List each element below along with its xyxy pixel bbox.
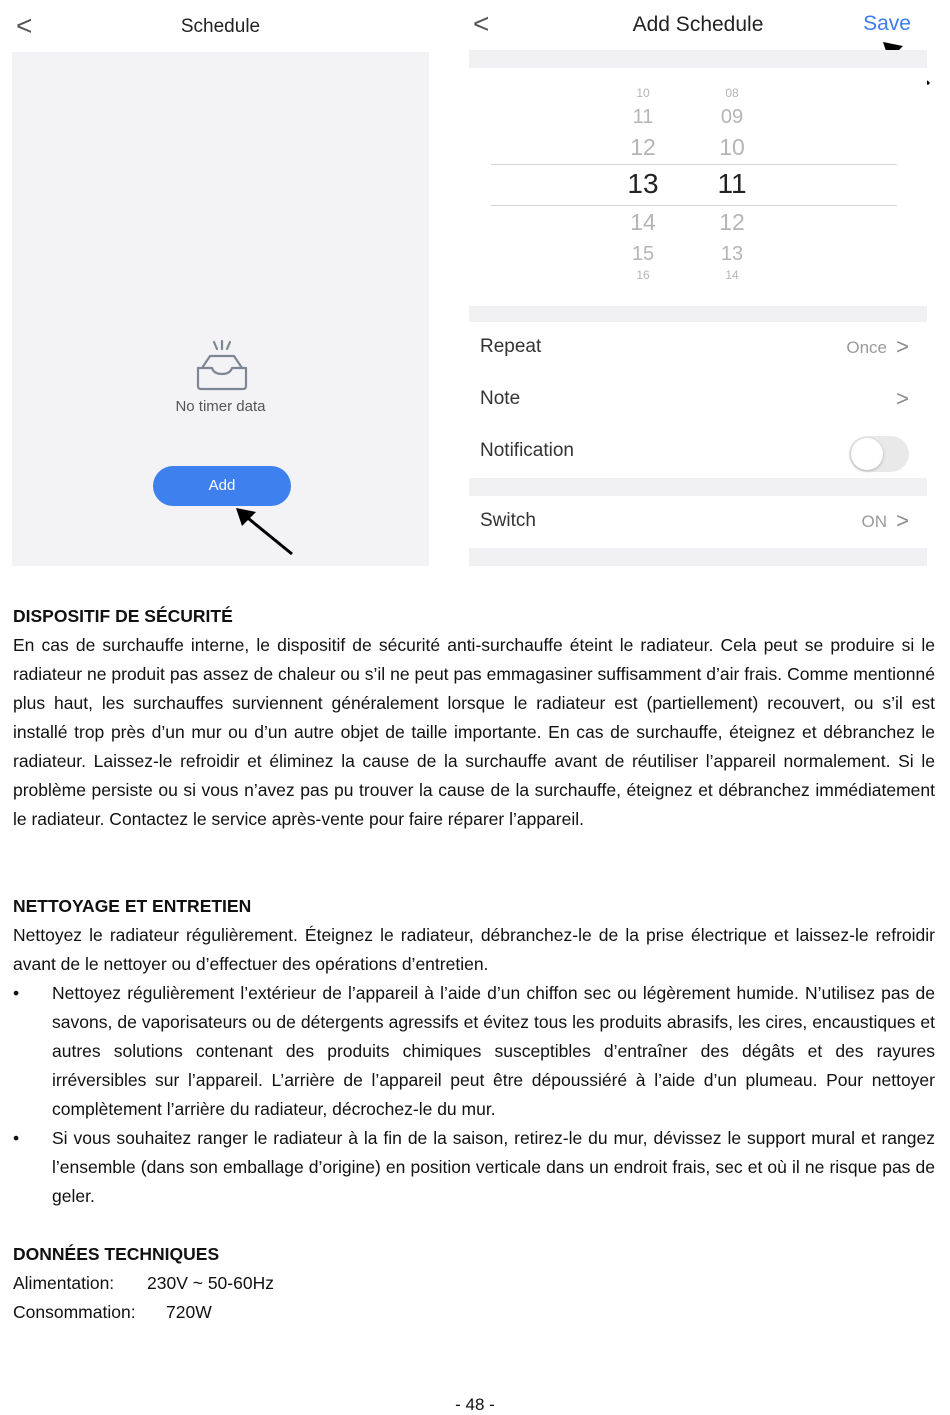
hour-option[interactable]: 14: [630, 209, 656, 235]
minute-option[interactable]: 12: [719, 209, 745, 235]
empty-state-text: No timer data: [175, 398, 266, 415]
repeat-label: Repeat: [480, 336, 542, 357]
repeat-row[interactable]: [469, 322, 927, 374]
spec-label: Alimentation:: [13, 1273, 115, 1293]
specs-heading: DONNÉES TECHNIQUES: [13, 1244, 220, 1264]
schedule-title: Schedule: [180, 16, 261, 37]
cleaning-section: [13, 892, 935, 1211]
minute-option[interactable]: 10: [719, 134, 745, 160]
time-picker[interactable]: [469, 68, 927, 306]
safety-paragraph: En cas de surchauffe interne, le dispositif de sécurité anti-surchauffe éteint le radiateur. Cela peut se produire si le radiateur ne produit pas assez de chaleur ou s’il ne peut pas emmagasiner suffisamment d’air frais. Comme mentionné plus haut, les surchauffes surviennent généralement lorsque le radiateur est (partiellement) recouvert, ou s’il est installé trop près d’un mur ou d’un autre objet de taille importante. En cas de surchauffe, éteignez et débranchez le radiateur. Laissez-le refroidir et éliminez la cause de la surchauffe avant de réutiliser l’appareil normalement. Si le problème persiste ou si vous n’avez pas pu trouver la cause de la surchauffe, éteignez et débranchez immédiatement le radiateur. Contactez le service après-vente pour faire réparer l’appareil.: [13, 635, 935, 829]
bullet-icon: •: [13, 1128, 20, 1148]
back-chevron-icon[interactable]: <: [473, 8, 490, 39]
switch-label: Switch: [480, 510, 536, 531]
cleaning-intro: Nettoyez le radiateur régulièrement. Éteignez le radiateur, débranchez-le de la prise électrique et laissez-le refroidir avant de le nettoyer ou d’effectuer des opérations d’entretien.: [13, 925, 935, 974]
safety-heading: DISPOSITIF DE SÉCURITÉ: [13, 606, 233, 626]
section-spacer: [469, 478, 927, 496]
chevron-right-icon: >: [896, 386, 909, 411]
add-schedule-screen: [469, 0, 927, 566]
minute-option[interactable]: 08: [725, 86, 739, 100]
bullet-text: Si vous souhaitez ranger le radiateur à la fin de la saison, retirez-le du mur, dévissez le support mural et rangez l’ensemble (dans son emballage d’origine) en position verticale dans un endroit frais, sec et où il ne risque pas de geler.: [52, 1128, 935, 1206]
note-row[interactable]: [469, 374, 927, 426]
notification-toggle[interactable]: [849, 436, 909, 472]
cleaning-bullet: [13, 979, 935, 1124]
cleaning-bullet: [13, 1124, 935, 1211]
add-button[interactable]: Add: [153, 466, 291, 506]
picker-divider: [491, 164, 897, 165]
hour-option-selected[interactable]: 13: [627, 168, 659, 199]
save-button[interactable]: Save: [863, 12, 911, 35]
spec-value: 230V ~ 50-60Hz: [147, 1273, 274, 1293]
hour-option[interactable]: 10: [636, 86, 650, 100]
empty-inbox-icon: [194, 340, 250, 392]
minute-option[interactable]: 09: [720, 106, 744, 128]
section-spacer: [469, 306, 927, 322]
notification-label: Notification: [480, 440, 574, 461]
note-label: Note: [480, 388, 521, 409]
minute-option[interactable]: 13: [720, 243, 744, 265]
pointer-arrow-icon: [234, 506, 296, 558]
specs-section: [13, 1240, 935, 1327]
spec-label: Consommation:: [13, 1302, 136, 1322]
section-spacer: [469, 50, 927, 68]
hour-option[interactable]: 16: [636, 268, 650, 282]
hour-option[interactable]: 11: [632, 106, 654, 128]
section-spacer: [469, 548, 927, 566]
spec-row: [13, 1269, 935, 1298]
hour-option[interactable]: 15: [631, 243, 655, 265]
toggle-knob: [851, 438, 883, 470]
bullet-icon: •: [13, 983, 20, 1003]
add-schedule-title: Add Schedule: [632, 13, 764, 36]
minute-option[interactable]: 14: [725, 268, 739, 282]
chevron-right-icon: >: [896, 508, 909, 533]
safety-section: [13, 602, 935, 834]
repeat-value: Once: [846, 338, 887, 357]
chevron-right-icon: >: [896, 334, 909, 359]
spec-value: 720W: [166, 1302, 212, 1322]
minute-wheel[interactable]: [702, 68, 762, 306]
spec-row: [13, 1298, 935, 1327]
notification-row: [469, 426, 927, 478]
switch-row[interactable]: [469, 496, 927, 548]
picker-divider: [491, 205, 897, 206]
schedule-body: [12, 52, 429, 566]
schedule-screen: [12, 0, 429, 566]
page-number: - 48 -: [455, 1395, 495, 1414]
hour-wheel[interactable]: [613, 68, 673, 306]
bullet-text: Nettoyez régulièrement l’extérieur de l’appareil à l’aide d’un chiffon sec ou légèrement humide. N’utilisez pas de savons, de vaporisateurs ou de détergents agressifs et évitez tous les produits abrasifs, les cires, encaustiques et autres solutions contenant des produits chimiques susceptibles d’entraîner des dégâts et des rayures irréversibles sur l’appareil. L’arrière de l’appareil peut être dépoussiéré à l’aide d’un plumeau. Pour nettoyer complètement l’arrière du radiateur, décrochez-le du mur.: [52, 983, 935, 1119]
back-chevron-icon[interactable]: <: [16, 10, 33, 41]
switch-value: ON: [861, 512, 887, 531]
cleaning-heading: NETTOYAGE ET ENTRETIEN: [13, 896, 252, 916]
hour-option[interactable]: 12: [630, 134, 656, 160]
minute-option-selected[interactable]: 11: [717, 168, 747, 199]
